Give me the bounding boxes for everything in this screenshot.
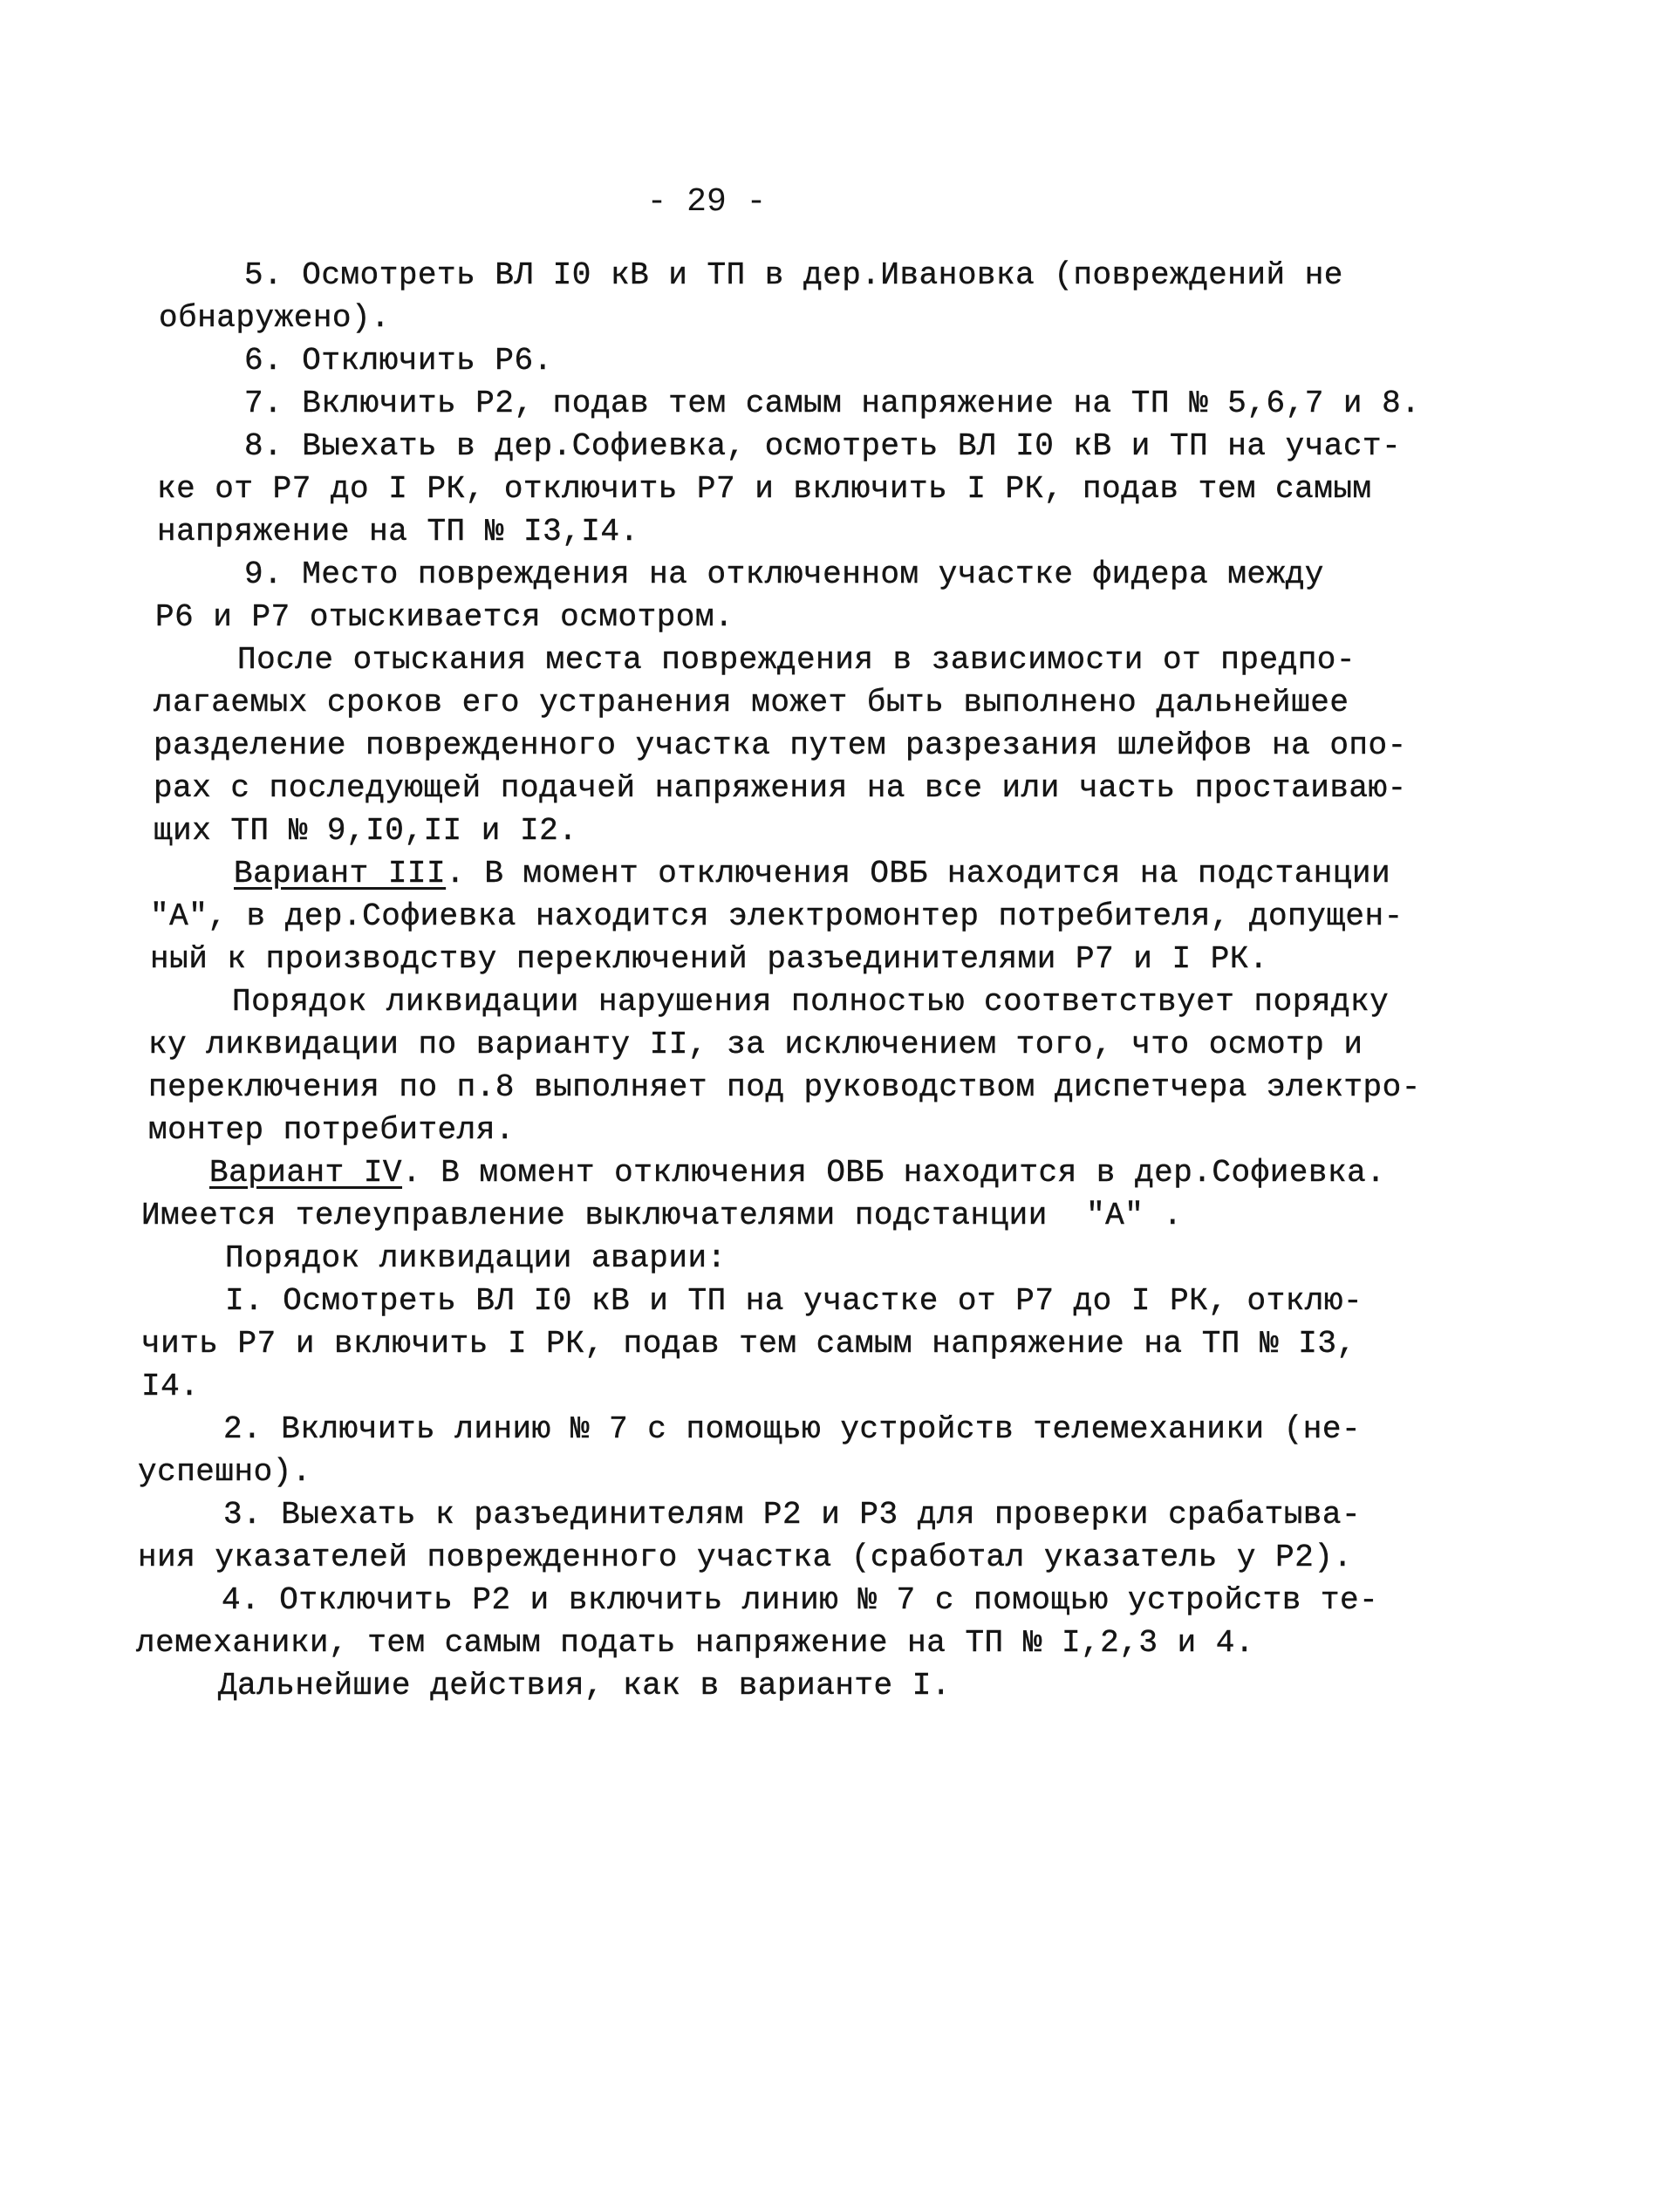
text-line: разделение поврежденного участка путем разрезания шлейфов на опо- bbox=[154, 727, 1407, 763]
text-line: 4. Отключить Р2 и включить линию № 7 с помощью устройств те- bbox=[222, 1582, 1379, 1618]
variant-4-line bbox=[209, 1157, 1385, 1189]
text-line: I. Осмотреть ВЛ I0 кВ и ТП на участке от Р7 до I РК, отклю- bbox=[225, 1283, 1363, 1319]
text-line: I4. bbox=[141, 1369, 200, 1404]
text-line: "А", в дер.Софиевка находится электромонтер потребителя, допущен- bbox=[150, 898, 1404, 934]
variant-4-heading: Вариант IV bbox=[209, 1155, 403, 1191]
text-line: лагаемых сроков его устранения может быть выполнено дальнейшее bbox=[154, 685, 1349, 720]
text-line: 5. Осмотреть ВЛ I0 кВ и ТП в дер.Ивановка (повреждений не bbox=[244, 257, 1343, 293]
text-line: 2. Включить линию № 7 с помощью устройств телемеханики (не- bbox=[223, 1411, 1362, 1447]
page-number: - 29 - bbox=[646, 183, 767, 221]
text-line: Имеется телеуправление выключателями подстанции "А" . bbox=[141, 1198, 1183, 1233]
text-line: Дальнейшие действия, как в варианте I. bbox=[218, 1668, 951, 1703]
text-line: Р6 и Р7 отыскивается осмотром. bbox=[155, 599, 734, 635]
text-line: 8. Выехать в дер.Софиевка, осмотреть ВЛ I0 кВ и ТП на участ- bbox=[244, 428, 1402, 464]
text-line: 3. Выехать к разъединителям Р2 и Р3 для проверки срабатыва- bbox=[223, 1497, 1362, 1533]
text-line: Порядок ликвидации аварии: bbox=[225, 1240, 727, 1276]
text-line: После отыскания места повреждения в зависимости от предпо- bbox=[237, 642, 1356, 678]
text-line: рах с последующей подачей напряжения на все или часть простаиваю- bbox=[154, 770, 1407, 806]
text-line: переключения по п.8 выполняет под руководством диспетчера электро- bbox=[148, 1069, 1421, 1105]
text-line: успешно). bbox=[138, 1454, 311, 1490]
text-line: щих ТП № 9,I0,II и I2. bbox=[154, 813, 578, 849]
text-line: обнаружено). bbox=[159, 300, 391, 336]
variant-3-line bbox=[234, 858, 1390, 890]
text-line: 6. Отключить Р6. bbox=[244, 343, 553, 379]
text-line: . В момент отключения ОВБ находится на подстанции bbox=[446, 856, 1391, 891]
text-line: . В момент отключения ОВБ находится в дер.Софиевка. bbox=[402, 1155, 1386, 1191]
text-line: чить Р7 и включить I РК, подав тем самым напряжение на ТП № I3, bbox=[141, 1326, 1356, 1362]
text-line: 9. Место повреждения на отключенном участке фидера между bbox=[244, 556, 1324, 592]
text-line: монтер потребителя. bbox=[148, 1112, 515, 1148]
text-line: 7. Включить Р2, подав тем самым напряжение на ТП № 5,6,7 и 8. bbox=[244, 386, 1421, 421]
variant-3-heading: Вариант III bbox=[234, 856, 447, 891]
text-line: ке от Р7 до I РК, отключить Р7 и включить I РК, подав тем самым bbox=[157, 471, 1372, 507]
text-line: лемеханики, тем самым подать напряжение на ТП № I,2,3 и 4. bbox=[136, 1625, 1255, 1661]
text-line: ку ликвидации по варианту II, за исключением того, что осмотр и bbox=[148, 1027, 1363, 1062]
text-line: ния указателей поврежденного участка (сработал указатель у Р2). bbox=[138, 1540, 1353, 1575]
text-line: напряжение на ТП № I3,I4. bbox=[157, 514, 639, 550]
text-line: ный к производству переключений разъединителями Р7 и I РК. bbox=[150, 941, 1269, 977]
text-line: Порядок ликвидации нарушения полностью соответствует порядку bbox=[232, 984, 1390, 1020]
